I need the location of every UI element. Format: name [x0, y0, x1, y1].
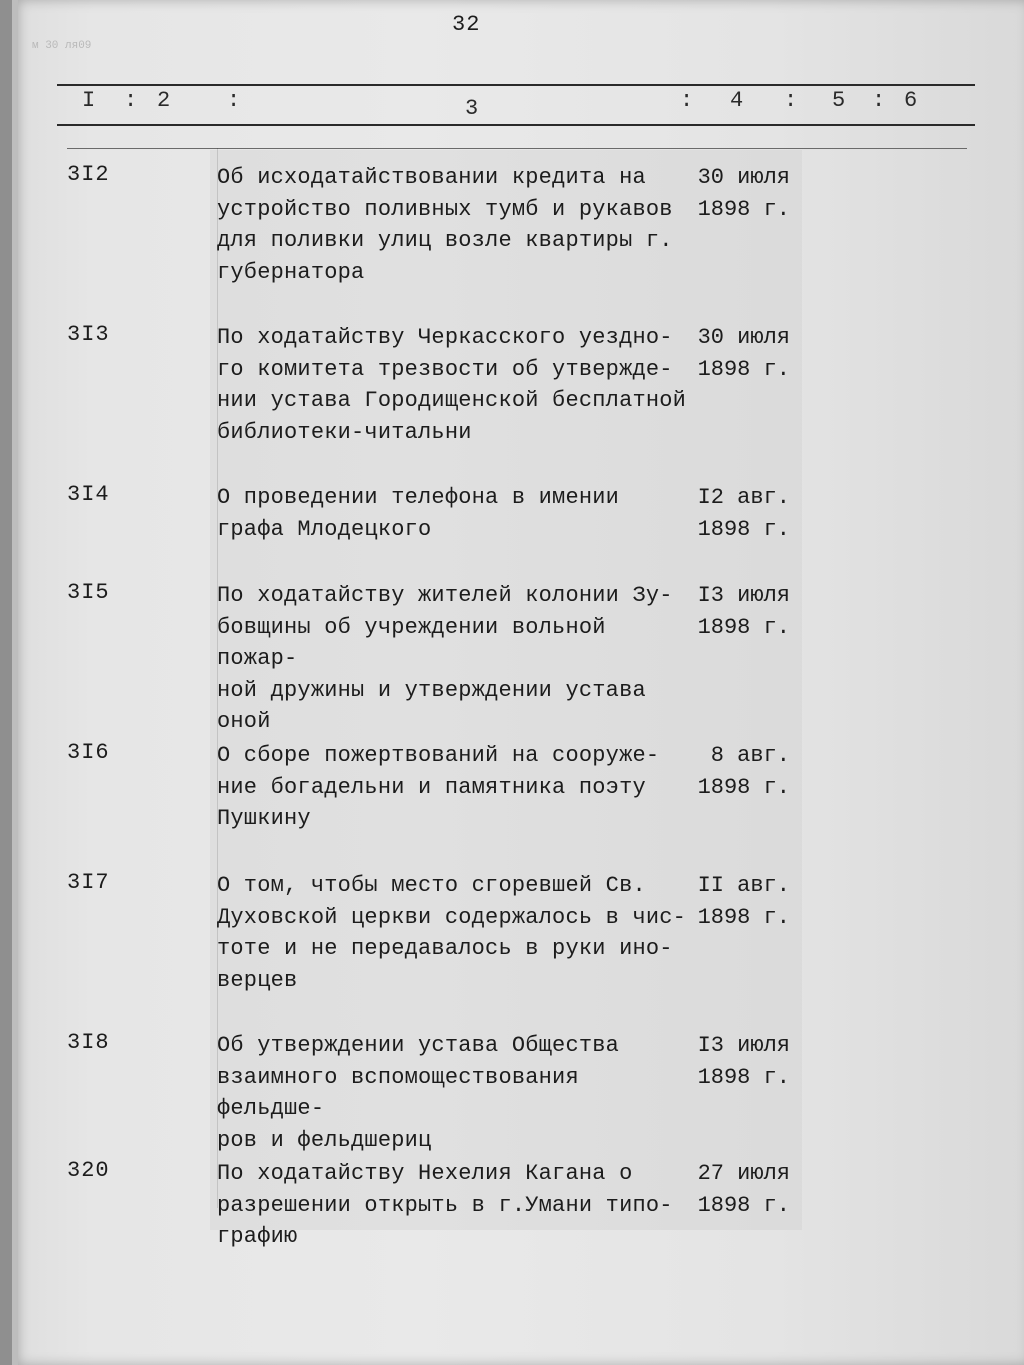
- record-date: 27 июля 1898 г.: [697, 1161, 790, 1218]
- header-underline: [67, 148, 967, 149]
- record-number: 3I3: [67, 322, 110, 347]
- record-title: О проведении телефона в имении графа Млодецкого: [217, 485, 620, 542]
- column-separator: :: [872, 88, 886, 113]
- record-number: 3I7: [67, 870, 110, 895]
- column-number-4: 4: [730, 88, 744, 113]
- column-number-3: 3: [465, 96, 479, 121]
- record-date: 30 июля 1898 г.: [697, 165, 790, 222]
- column-number-5: 5: [832, 88, 846, 113]
- column-separator: :: [784, 88, 798, 113]
- page-number: 32: [452, 12, 481, 37]
- column-number-6: 6: [904, 88, 918, 113]
- document-page: [12, 0, 1024, 1365]
- record-title: По ходатайству Нехелия Кагана о разрешении открыть в г.Умани типо- графию: [217, 1161, 673, 1249]
- column-separator: :: [227, 88, 241, 113]
- column-separator: :: [680, 88, 694, 113]
- record-title: Об утверждении устава Общества взаимного вспомоществования фельдше- ров и фельдшериц: [217, 1033, 620, 1153]
- record-date: 30 июля 1898 г.: [697, 325, 790, 382]
- column-number-1: I: [82, 88, 96, 113]
- record-title: О том, чтобы место сгоревшей Св. Духовской церкви содержалось в чис- тоте и не передавалось в руки ино- верцев: [217, 873, 687, 993]
- record-title: По ходатайству Черкасского уездно- го комитета трезвости об утвержде- нии устава Городищенской бесплатной библиотеки-читальни: [217, 325, 687, 445]
- record-title: По ходатайству жителей колонии Зу- бовщины об учреждении вольной пожар- ной дружины и утверждении устава оной: [217, 583, 673, 734]
- header-top-rule: [57, 84, 975, 86]
- record-number: 320: [67, 1158, 110, 1183]
- record-number: 3I5: [67, 580, 110, 605]
- record-date: 8 авг. 1898 г.: [697, 743, 790, 800]
- record-date: I3 июля 1898 г.: [697, 583, 790, 640]
- column-number-2: 2: [157, 88, 171, 113]
- record-date: II авг. 1898 г.: [697, 873, 790, 930]
- header-bottom-rule: [57, 124, 975, 126]
- record-title: О сборе пожертвований на сооруже- ние богадельни и памятника поэту Пушкину: [217, 743, 660, 831]
- record-date: I2 авг. 1898 г.: [697, 485, 790, 542]
- record-number: 3I4: [67, 482, 110, 507]
- record-number: 3I8: [67, 1030, 110, 1055]
- record-date: I3 июля 1898 г.: [697, 1033, 790, 1090]
- faint-stamp: м 30 ля09: [32, 40, 92, 52]
- column-separator: :: [124, 88, 138, 113]
- record-title: Об исходатайствовании кредита на устройство поливных тумб и рукавов для поливки улиц возле квартиры г. губернатора: [217, 165, 673, 285]
- record-number: 3I6: [67, 740, 110, 765]
- record-number: 3I2: [67, 162, 110, 187]
